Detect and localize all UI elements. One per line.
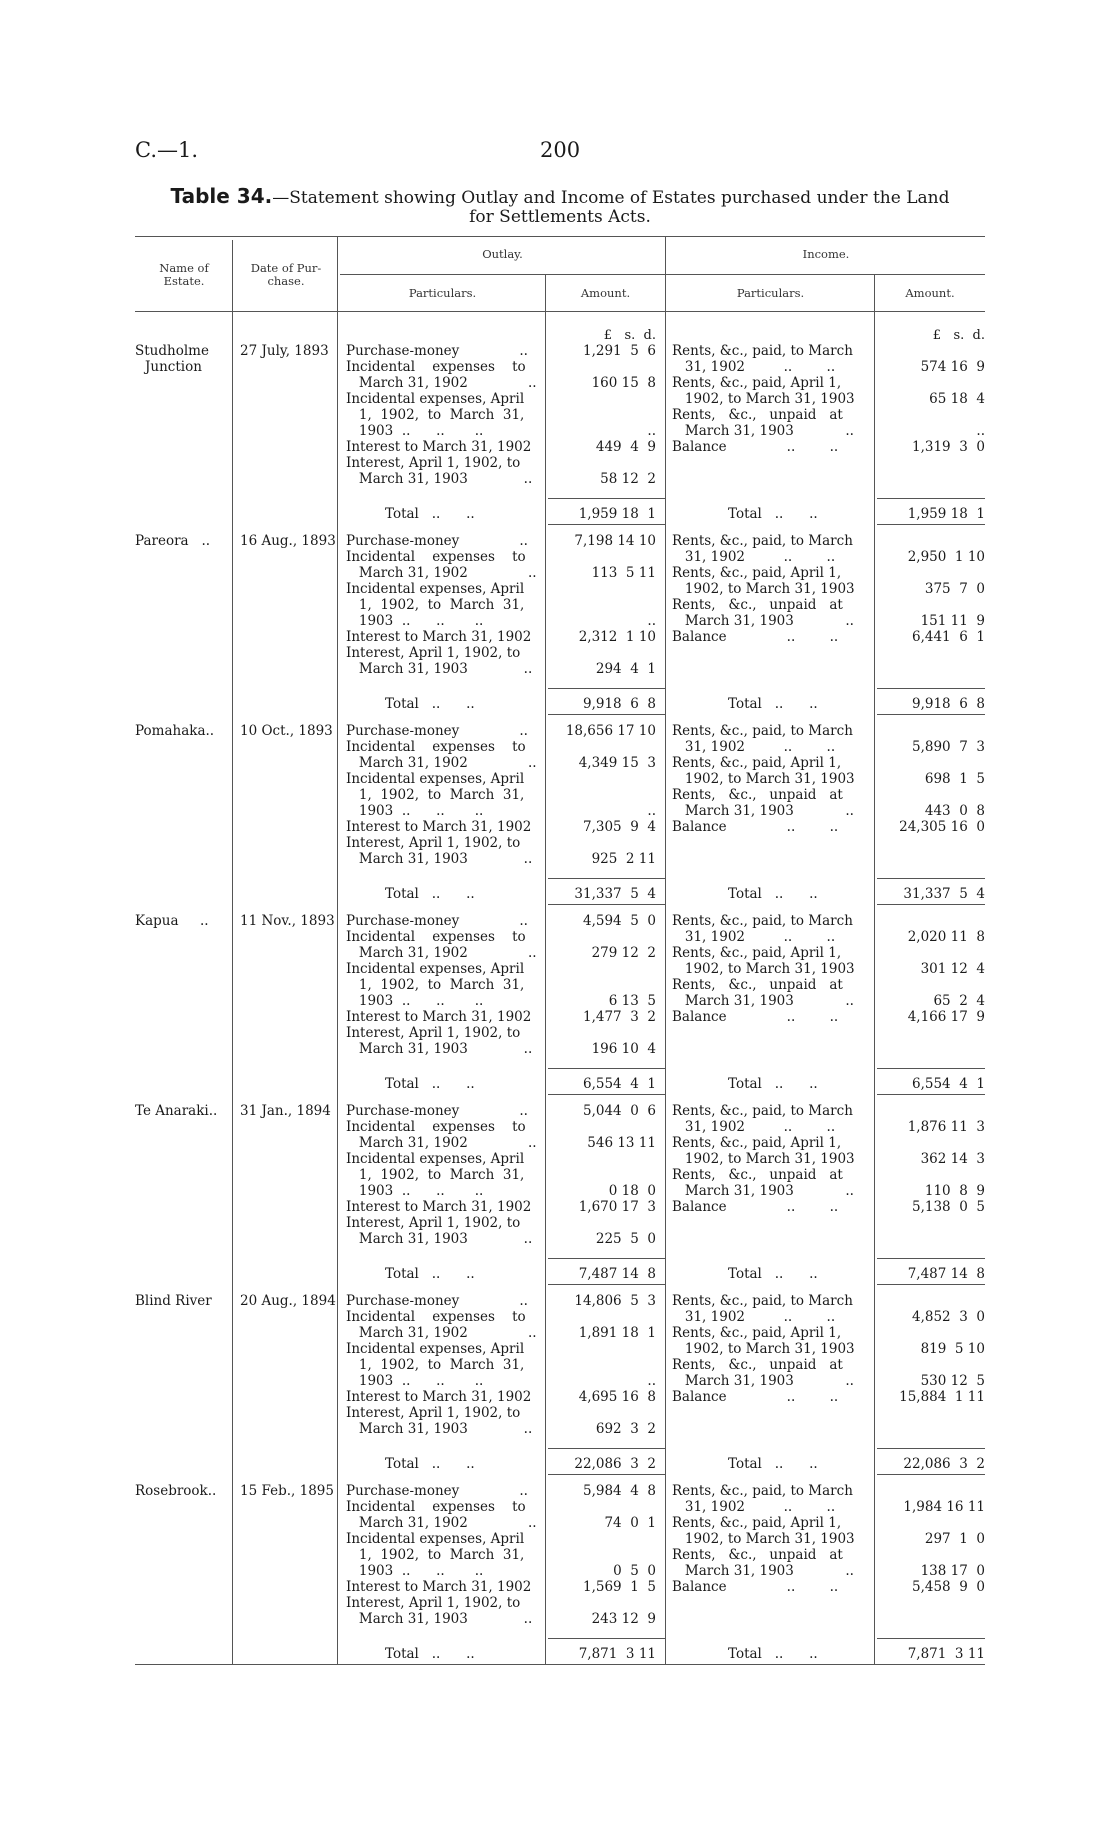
outlay-total-label: Total .. .. (385, 1266, 475, 1282)
outlay-amount: .. (647, 423, 656, 439)
outlay-total-underline (548, 1474, 665, 1475)
outlay-particular: 1, 1902, to March 31, (346, 1357, 525, 1373)
income-total: 9,918 6 8 (912, 696, 985, 712)
outlay-particular: March 31, 1902 .. (346, 945, 537, 961)
income-particular: Rents, &c., unpaid at (672, 1357, 843, 1373)
outlay-particular: Incidental expenses, April (346, 961, 525, 977)
outlay-amount: .. (647, 1373, 656, 1389)
estate-name: Studholme (135, 343, 209, 359)
outlay-amount: 1,291 5 6 (583, 343, 656, 359)
currency-units-income: £ s. d. (932, 328, 985, 343)
outlay-amount: .. (647, 613, 656, 629)
outlay-amount: 225 5 0 (595, 1231, 656, 1247)
outlay-total-rule (548, 1068, 665, 1069)
outlay-particular: Incidental expenses to (346, 1499, 526, 1515)
outlay-total-rule (548, 498, 665, 499)
outlay-particular: Incidental expenses, April (346, 1531, 525, 1547)
income-total-label: Total .. .. (728, 1646, 818, 1662)
income-particular: March 31, 1903 .. (672, 1183, 854, 1199)
income-particular: 1902, to March 31, 1903 (672, 961, 855, 977)
income-total: 1,959 18 1 (907, 506, 985, 522)
outlay-particular: Incidental expenses, April (346, 391, 525, 407)
income-particular: Rents, &c., unpaid at (672, 1547, 843, 1563)
income-particular: Rents, &c., paid, to March (672, 1483, 853, 1499)
outlay-total: 22,086 3 2 (574, 1456, 656, 1472)
outlay-particular: 1903 .. .. .. (346, 1563, 484, 1579)
income-total-label: Total .. .. (728, 1456, 818, 1472)
income-total-underline (877, 524, 985, 525)
outlay-total-underline (548, 1664, 665, 1665)
purchase-date: 16 Aug., 1893 (240, 533, 336, 549)
income-amount: 375 7 0 (924, 581, 985, 597)
income-amount: 6,441 6 1 (912, 629, 985, 645)
column-header-outlay-particulars: Particulars. (408, 286, 477, 300)
outlay-amount: 279 12 2 (591, 945, 656, 961)
income-amount: 362 14 3 (920, 1151, 985, 1167)
income-amount: 5,458 9 0 (912, 1579, 985, 1595)
estate-name: Kapua .. (135, 913, 209, 929)
outlay-particular: Purchase-money .. (346, 913, 528, 929)
table-label: Table 34. (170, 184, 273, 208)
outlay-amount: 0 5 0 (613, 1563, 656, 1579)
outlay-total-label: Total .. .. (385, 1646, 475, 1662)
income-amount: 2,950 1 10 (907, 549, 985, 565)
outlay-particular: 1, 1902, to March 31, (346, 407, 525, 423)
income-total-label: Total .. .. (728, 886, 818, 902)
outlay-amount: 160 15 8 (591, 375, 656, 391)
income-particular: Rents, &c., paid, to March (672, 723, 853, 739)
outlay-amount: 2,312 1 10 (578, 629, 656, 645)
outlay-particular: Interest, April 1, 1902, to (346, 1405, 521, 1421)
income-particular: Rents, &c., paid, April 1, (672, 375, 842, 391)
particulars-amount-divider (545, 274, 546, 1664)
income-total-rule (877, 1258, 985, 1259)
outlay-particular: March 31, 1902 .. (346, 1325, 537, 1341)
outlay-amount: 243 12 9 (591, 1611, 656, 1627)
outlay-total-label: Total .. .. (385, 1076, 475, 1092)
income-amount: 297 1 0 (924, 1531, 985, 1547)
outlay-total-underline (548, 714, 665, 715)
outlay-amount: 1,477 3 2 (583, 1009, 656, 1025)
income-particular: Balance .. .. (672, 1199, 839, 1215)
income-amount: 5,138 0 5 (912, 1199, 985, 1215)
outlay-particular: March 31, 1903 .. (346, 1421, 533, 1437)
outlay-total-label: Total .. .. (385, 696, 475, 712)
outlay-amount: 4,695 16 8 (578, 1389, 656, 1405)
outlay-amount: 5,984 4 8 (583, 1483, 656, 1499)
purchase-date: 10 Oct., 1893 (240, 723, 333, 739)
income-particular: Rents, &c., paid, April 1, (672, 945, 842, 961)
outlay-amount: 14,806 5 3 (574, 1293, 656, 1309)
income-particular: 1902, to March 31, 1903 (672, 771, 855, 787)
income-particular: Balance .. .. (672, 1009, 839, 1025)
column-header-outlay: Outlay. (482, 247, 523, 261)
outlay-particular: 1903 .. .. .. (346, 1183, 484, 1199)
outlay-particular: 1903 .. .. .. (346, 613, 484, 629)
outlay-particular: March 31, 1903 .. (346, 1231, 533, 1247)
column-header-income-particulars: Particulars. (736, 286, 805, 300)
outlay-particular: Incidental expenses, April (346, 1341, 525, 1357)
outlay-particular: Incidental expenses to (346, 739, 526, 755)
income-total: 31,337 5 4 (903, 886, 985, 902)
income-particular: March 31, 1903 .. (672, 803, 854, 819)
income-particular: Rents, &c., paid, April 1, (672, 755, 842, 771)
income-amount: 1,876 11 3 (907, 1119, 985, 1135)
outlay-total-rule (548, 1638, 665, 1639)
outlay-particular: Interest to March 31, 1902 (346, 1199, 532, 1215)
income-particular: Rents, &c., paid, April 1, (672, 1325, 842, 1341)
document-code: C.—1. (135, 138, 199, 162)
outlay-amount: 692 3 2 (595, 1421, 656, 1437)
income-amount: 65 18 4 (929, 391, 985, 407)
income-amount: 110 8 9 (924, 1183, 985, 1199)
outlay-total: 7,871 3 11 (578, 1646, 656, 1662)
outlay-particular: Interest to March 31, 1902 (346, 819, 532, 835)
header-bottom-rule (135, 311, 985, 312)
outlay-particular: Incidental expenses to (346, 929, 526, 945)
income-particular: Rents, &c., paid, to March (672, 1293, 853, 1309)
outlay-total-rule (548, 688, 665, 689)
outlay-amount: 113 5 11 (591, 565, 656, 581)
income-particular: Rents, &c., paid, April 1, (672, 1135, 842, 1151)
income-particulars-amount-divider (874, 274, 875, 1664)
income-particular: March 31, 1903 .. (672, 1563, 854, 1579)
outlay-particular: Incidental expenses, April (346, 581, 525, 597)
income-total-underline (877, 1284, 985, 1285)
outlay-amount: 5,044 0 6 (583, 1103, 656, 1119)
income-particular: Balance .. .. (672, 629, 839, 645)
income-total-underline (877, 1094, 985, 1095)
outlay-particular: Incidental expenses, April (346, 771, 525, 787)
income-total-underline (877, 1474, 985, 1475)
date-particulars-divider (337, 236, 338, 1664)
income-amount: 151 11 9 (920, 613, 985, 629)
income-amount: 4,166 17 9 (907, 1009, 985, 1025)
outlay-amount: 74 0 1 (604, 1515, 656, 1531)
outlay-total-label: Total .. .. (385, 886, 475, 902)
income-total-rule (877, 688, 985, 689)
income-particular: Rents, &c., unpaid at (672, 787, 843, 803)
outlay-particular: 1, 1902, to March 31, (346, 977, 525, 993)
outlay-amount: 58 12 2 (600, 471, 656, 487)
estate-name: Junction (145, 359, 202, 375)
outlay-particular: Interest to March 31, 1902 (346, 629, 532, 645)
outlay-amount: 294 4 1 (595, 661, 656, 677)
income-amount: 65 2 4 (933, 993, 985, 1009)
outlay-total-underline (548, 1284, 665, 1285)
outlay-particular: March 31, 1902 .. (346, 755, 537, 771)
outlay-particular: 1, 1902, to March 31, (346, 787, 525, 803)
outlay-particular: March 31, 1903 .. (346, 1041, 533, 1057)
outlay-amount: 1,569 1 5 (583, 1579, 656, 1595)
estate-name: Te Anaraki.. (135, 1103, 218, 1119)
income-amount: 819 5 10 (920, 1341, 985, 1357)
outlay-income-divider (665, 236, 666, 1664)
income-particular: Rents, &c., paid, to March (672, 533, 853, 549)
outlay-total-label: Total .. .. (385, 506, 475, 522)
outlay-particular: March 31, 1903 .. (346, 1611, 533, 1627)
outlay-particular: Interest, April 1, 1902, to (346, 835, 521, 851)
column-header-income-amount: Amount. (905, 286, 955, 300)
income-particular: Rents, &c., unpaid at (672, 597, 843, 613)
title-line-1: —Statement showing Outlay and Income of Estates purchased under the Land (272, 188, 950, 208)
outlay-particular: Purchase-money .. (346, 1483, 528, 1499)
outlay-particular: Purchase-money .. (346, 723, 528, 739)
outlay-particular: Incidental expenses to (346, 1119, 526, 1135)
income-amount: 2,020 11 8 (907, 929, 985, 945)
outlay-amount: 4,349 15 3 (578, 755, 656, 771)
income-particular: March 31, 1903 .. (672, 423, 854, 439)
outlay-total: 9,918 6 8 (583, 696, 656, 712)
income-particular: Rents, &c., unpaid at (672, 407, 843, 423)
currency-units-outlay: £ s. d. (603, 328, 656, 343)
outlay-particular: Interest to March 31, 1902 (346, 1389, 532, 1405)
outlay-particular: 1, 1902, to March 31, (346, 597, 525, 613)
title-line-2: for Settlements Acts. (469, 207, 651, 227)
estate-name: Blind River (135, 1293, 212, 1309)
column-header-income: Income. (802, 247, 850, 261)
income-particular: Rents, &c., paid, April 1, (672, 1515, 842, 1531)
income-particular: 1902, to March 31, 1903 (672, 1151, 855, 1167)
outlay-particular: March 31, 1902 .. (346, 565, 537, 581)
name-date-divider (232, 240, 233, 1664)
outlay-particular: Purchase-money .. (346, 1293, 528, 1309)
outlay-total-underline (548, 524, 665, 525)
income-total: 7,871 3 11 (907, 1646, 985, 1662)
outlay-total: 6,554 4 1 (583, 1076, 656, 1092)
purchase-date: 27 July, 1893 (240, 343, 329, 359)
income-particular: 1902, to March 31, 1903 (672, 1531, 855, 1547)
outlay-amount: 18,656 17 10 (565, 723, 656, 739)
outlay-particular: Incidental expenses, April (346, 1151, 525, 1167)
outlay-particular: Purchase-money .. (346, 1103, 528, 1119)
purchase-date: 20 Aug., 1894 (240, 1293, 336, 1309)
outlay-particular: Interest, April 1, 1902, to (346, 1025, 521, 1041)
income-total-rule (877, 1448, 985, 1449)
outlay-amount: 6 13 5 (608, 993, 656, 1009)
income-total: 6,554 4 1 (912, 1076, 985, 1092)
outlay-total-rule (548, 1448, 665, 1449)
outlay-total-underline (548, 1094, 665, 1095)
estate-name: Pomahaka.. (135, 723, 215, 739)
outlay-particular: 1903 .. .. .. (346, 423, 484, 439)
outlay-total: 7,487 14 8 (578, 1266, 656, 1282)
income-total-rule (877, 1068, 985, 1069)
income-particular: Rents, &c., unpaid at (672, 977, 843, 993)
outlay-amount: 1,891 18 1 (578, 1325, 656, 1341)
column-header-date: Date of Pur-chase. (250, 261, 322, 288)
outlay-amount: 925 2 11 (591, 851, 656, 867)
outlay-particular: Purchase-money .. (346, 343, 528, 359)
income-total-underline (877, 1664, 985, 1665)
income-amount: 301 12 4 (920, 961, 985, 977)
outlay-particular: Incidental expenses to (346, 359, 526, 375)
outlay-particular: Incidental expenses to (346, 1309, 526, 1325)
outlay-particular: Interest, April 1, 1902, to (346, 1595, 521, 1611)
income-particular: March 31, 1903 .. (672, 1373, 854, 1389)
outlay-particular: March 31, 1902 .. (346, 1515, 537, 1531)
outlay-particular: 1, 1902, to March 31, (346, 1167, 525, 1183)
outlay-particular: Interest to March 31, 1902 (346, 1579, 532, 1595)
income-amount: 138 17 0 (920, 1563, 985, 1579)
purchase-date: 11 Nov., 1893 (240, 913, 335, 929)
outlay-particular: March 31, 1903 .. (346, 661, 533, 677)
income-particular: Rents, &c., paid, to March (672, 1103, 853, 1119)
income-particular: Rents, &c., paid, April 1, (672, 565, 842, 581)
outlay-particular: Interest, April 1, 1902, to (346, 645, 521, 661)
income-particular: Rents, &c., paid, to March (672, 913, 853, 929)
income-amount: .. (976, 423, 985, 439)
outlay-particular: Interest to March 31, 1902 (346, 439, 532, 455)
outlay-amount: 546 13 11 (587, 1135, 656, 1151)
income-particular: 31, 1902 .. .. (672, 549, 836, 565)
outlay-total-label: Total .. .. (385, 1456, 475, 1472)
income-amount: 574 16 9 (920, 359, 985, 375)
outlay-particular: Interest, April 1, 1902, to (346, 455, 521, 471)
income-amount: 24,305 16 0 (899, 819, 985, 835)
income-amount: 1,319 3 0 (912, 439, 985, 455)
income-particular: Balance .. .. (672, 1389, 839, 1405)
page-number: 200 (540, 138, 581, 162)
outlay-particular: March 31, 1902 .. (346, 1135, 537, 1151)
outlay-total: 31,337 5 4 (574, 886, 656, 902)
outlay-particular: Purchase-money .. (346, 533, 528, 549)
estate-name: Rosebrook.. (135, 1483, 217, 1499)
outlay-amount: 7,198 14 10 (574, 533, 656, 549)
income-particular: March 31, 1903 .. (672, 613, 854, 629)
income-amount: 15,884 1 11 (899, 1389, 985, 1405)
outlay-amount: 4,594 5 0 (583, 913, 656, 929)
purchase-date: 31 Jan., 1894 (240, 1103, 331, 1119)
income-amount: 4,852 3 0 (912, 1309, 985, 1325)
income-particular: 1902, to March 31, 1903 (672, 581, 855, 597)
outlay-particular: 1, 1902, to March 31, (346, 1547, 525, 1563)
income-particular: Balance .. .. (672, 1579, 839, 1595)
income-total-label: Total .. .. (728, 506, 818, 522)
income-particular: 31, 1902 .. .. (672, 1119, 836, 1135)
outlay-total-rule (548, 1258, 665, 1259)
income-total-underline (877, 714, 985, 715)
income-total-rule (877, 878, 985, 879)
income-particular: 31, 1902 .. .. (672, 1499, 836, 1515)
income-particular: Balance .. .. (672, 819, 839, 835)
outlay-amount: 0 18 0 (608, 1183, 656, 1199)
income-total: 22,086 3 2 (903, 1456, 985, 1472)
income-particular: 1902, to March 31, 1903 (672, 391, 855, 407)
income-particular: 31, 1902 .. .. (672, 739, 836, 755)
outlay-amount: 7,305 9 4 (583, 819, 656, 835)
income-total-rule (877, 498, 985, 499)
income-particular: March 31, 1903 .. (672, 993, 854, 1009)
income-total-rule (877, 1638, 985, 1639)
outlay-amount: .. (647, 803, 656, 819)
income-total-label: Total .. .. (728, 1266, 818, 1282)
outlay-amount: 196 10 4 (591, 1041, 656, 1057)
income-total-label: Total .. .. (728, 1076, 818, 1092)
income-particular: 31, 1902 .. .. (672, 1309, 836, 1325)
table-title (135, 184, 985, 227)
table-top-rule (135, 236, 985, 237)
header-mid-rule (340, 274, 985, 275)
estate-name: Pareora .. (135, 533, 211, 549)
outlay-particular: 1903 .. .. .. (346, 1373, 484, 1389)
outlay-amount: 1,670 17 3 (578, 1199, 656, 1215)
income-particular: Balance .. .. (672, 439, 839, 455)
income-particular: Rents, &c., paid, to March (672, 343, 853, 359)
outlay-particular: 1903 .. .. .. (346, 803, 484, 819)
income-amount: 530 12 5 (920, 1373, 985, 1389)
income-particular: Rents, &c., unpaid at (672, 1167, 843, 1183)
purchase-date: 15 Feb., 1895 (240, 1483, 334, 1499)
outlay-particular: March 31, 1903 .. (346, 851, 533, 867)
outlay-particular: Interest to March 31, 1902 (346, 1009, 532, 1025)
outlay-particular: Incidental expenses to (346, 549, 526, 565)
income-amount: 698 1 5 (924, 771, 985, 787)
income-particular: 31, 1902 .. .. (672, 929, 836, 945)
outlay-particular: March 31, 1902 .. (346, 375, 537, 391)
outlay-particular: Interest, April 1, 1902, to (346, 1215, 521, 1231)
income-total: 7,487 14 8 (907, 1266, 985, 1282)
income-amount: 443 0 8 (924, 803, 985, 819)
outlay-total-rule (548, 878, 665, 879)
outlay-amount: 449 4 9 (595, 439, 656, 455)
outlay-particular: 1903 .. .. .. (346, 993, 484, 1009)
income-amount: 5,890 7 3 (912, 739, 985, 755)
outlay-total-underline (548, 904, 665, 905)
outlay-particular: March 31, 1903 .. (346, 471, 533, 487)
outlay-total: 1,959 18 1 (578, 506, 656, 522)
income-total-label: Total .. .. (728, 696, 818, 712)
column-header-name: Name of Estate. (159, 261, 209, 288)
income-amount: 1,984 16 11 (903, 1499, 985, 1515)
income-particular: 31, 1902 .. .. (672, 359, 836, 375)
income-particular: 1902, to March 31, 1903 (672, 1341, 855, 1357)
column-header-outlay-amount: Amount. (580, 286, 631, 300)
income-total-underline (877, 904, 985, 905)
